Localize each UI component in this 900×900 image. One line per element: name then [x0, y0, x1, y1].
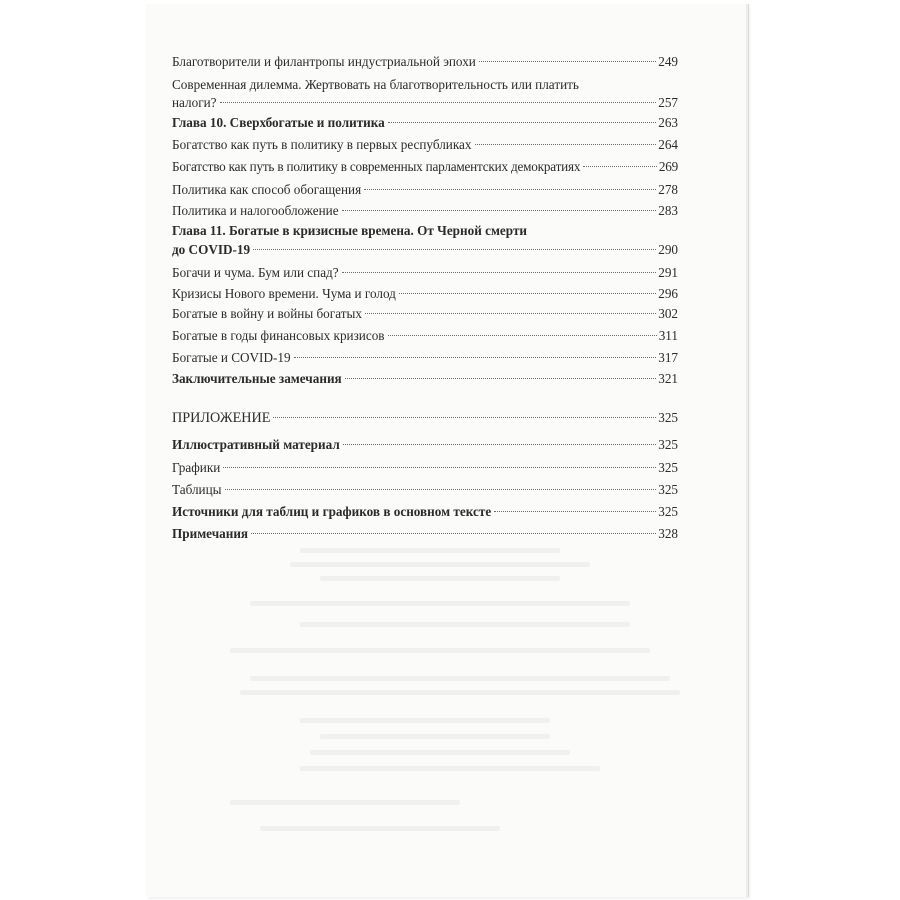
- toc-entry-page: 278: [658, 182, 678, 197]
- toc-entry-title: Богатые в годы финансовых кризисов: [172, 328, 385, 343]
- toc-entry-page: 283: [658, 203, 678, 218]
- dot-leader: [583, 152, 657, 167]
- toc-entry-page: 264: [658, 137, 678, 152]
- toc-entry-page: 325: [658, 460, 678, 475]
- toc-entry-title: Глава 10. Сверхбогатые и политика: [172, 115, 385, 130]
- dot-leader: [388, 321, 657, 336]
- toc-entry-page: 311: [658, 328, 678, 343]
- dot-leader: [253, 235, 656, 250]
- dot-leader: [494, 497, 656, 512]
- toc-chapter-entry: [172, 522, 678, 545]
- dot-leader: [479, 47, 656, 62]
- toc-entry-title: налоги?: [172, 95, 217, 110]
- toc-entry-page: 290: [658, 242, 678, 257]
- toc-entry: [172, 50, 678, 73]
- dot-leader: [364, 175, 656, 190]
- toc-entry-title: ПРИЛОЖЕНИЕ: [172, 410, 271, 426]
- dot-leader: [342, 258, 657, 273]
- toc-entry-page: 249: [658, 54, 678, 69]
- toc-entry-title: Примечания: [172, 526, 249, 541]
- toc-entry-page: 291: [658, 265, 678, 280]
- dot-leader: [475, 130, 657, 145]
- toc-entry-page: 296: [658, 286, 678, 301]
- toc-entry-page: 328: [658, 526, 678, 541]
- toc-entry-title: до COVID-19: [172, 242, 251, 257]
- toc-entry-title: Заключительные замечания: [172, 371, 342, 386]
- toc-chapter-entry: [172, 367, 678, 390]
- toc-entry-page: 269: [658, 159, 678, 174]
- dot-leader: [251, 519, 656, 534]
- toc-entry-title: Источники для таблиц и графиков в основном тексте: [172, 504, 492, 519]
- toc-entry-page: 325: [658, 437, 678, 452]
- toc-entry-page: 317: [658, 350, 678, 365]
- toc-entry-page: 302: [658, 306, 678, 321]
- toc-section-entry: [172, 406, 678, 430]
- toc-entry-page: 321: [658, 371, 678, 386]
- dot-leader: [223, 453, 656, 468]
- page-edge: [746, 4, 748, 897]
- dot-leader: [273, 403, 656, 418]
- toc-entry-title: Графики: [172, 460, 221, 475]
- dot-leader: [294, 343, 657, 358]
- dot-leader: [345, 364, 657, 379]
- toc-entry-title: Таблицы: [172, 482, 222, 497]
- toc-entry-title: Богатые в войну и войны богатых: [172, 306, 362, 321]
- dot-leader: [342, 196, 657, 211]
- toc-entry-page: 325: [658, 482, 678, 497]
- dot-leader: [399, 279, 656, 294]
- toc-entry-page: 325: [658, 410, 678, 425]
- toc-entry-page: 325: [658, 504, 678, 519]
- toc-entry-title: Политика как способ обогащения: [172, 182, 362, 197]
- toc-entry-title: Кризисы Нового времени. Чума и голод: [172, 286, 396, 301]
- toc-entry-title: Богачи и чума. Бум или спад?: [172, 265, 339, 280]
- toc-entry-title: Богатство как путь в политику в первых республиках: [172, 137, 472, 152]
- dot-leader: [343, 430, 657, 445]
- toc-entry-title: Богатые и COVID-19: [172, 350, 291, 365]
- toc-entry-title: Политика и налогообложение: [172, 203, 339, 218]
- toc-entry-page: 257: [658, 95, 678, 110]
- toc-entry-title: Богатство как путь в политику в современных парламентских демократиях: [172, 159, 581, 174]
- toc-entry-title: Благотворители и филантропы индустриальной эпохи: [172, 54, 476, 69]
- toc-entry-title: Иллюстративный материал: [172, 437, 340, 452]
- toc-entry-title-line1: Современная дилемма. Жертвовать на благотворительность или платить: [172, 77, 579, 92]
- dot-leader: [220, 88, 657, 103]
- toc-chapter-title-line1: Глава 11. Богатые в кризисные времена. От Черной смерти: [172, 223, 528, 238]
- dot-leader: [225, 475, 657, 490]
- dot-leader: [388, 108, 656, 123]
- toc-entry-page: 263: [658, 115, 678, 130]
- dot-leader: [365, 299, 656, 314]
